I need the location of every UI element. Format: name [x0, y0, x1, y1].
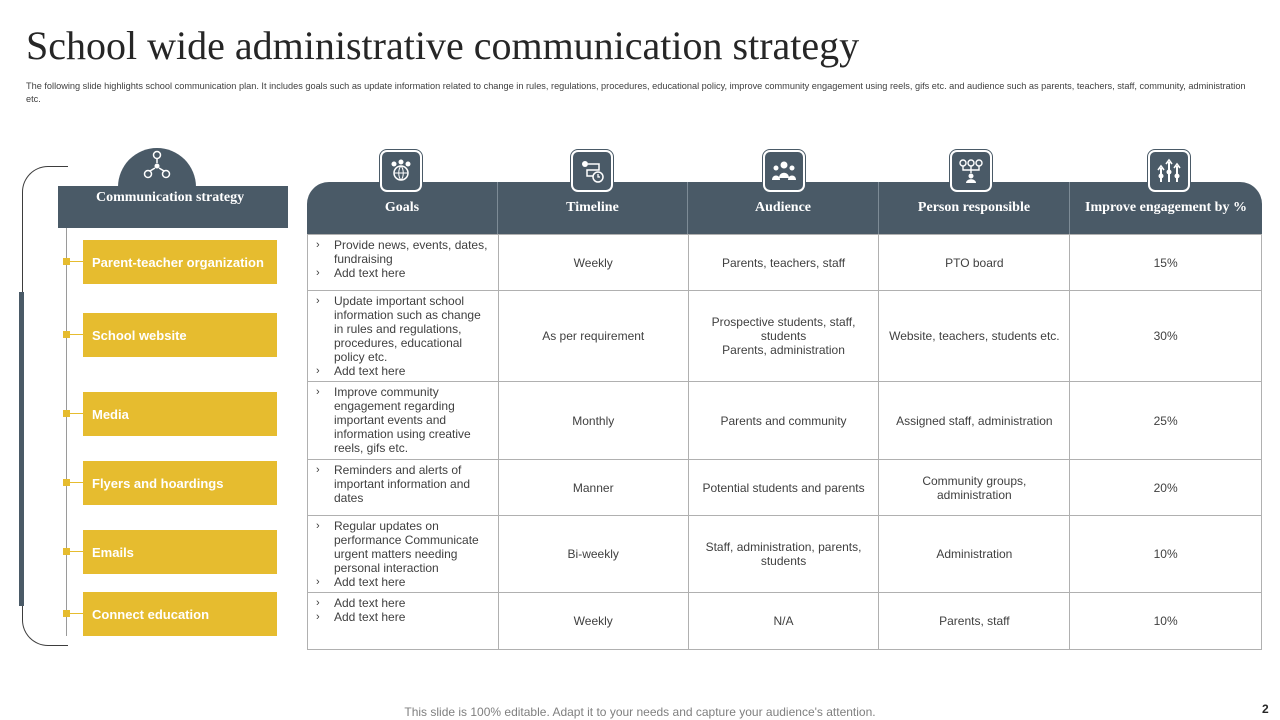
- audience-group-icon: [771, 158, 797, 184]
- chevron-right-icon: ›: [316, 365, 320, 377]
- goals-cell: [308, 235, 499, 291]
- channel-bullet-dot: [63, 331, 70, 338]
- channel-box: Connect education: [83, 592, 277, 636]
- goal-bullet: [314, 266, 492, 280]
- goals-cell: [308, 460, 499, 516]
- goal-text: Provide news, events, dates, fundraising: [334, 238, 488, 266]
- goal-text: Add text here: [334, 596, 406, 610]
- audience-cell: N/A: [688, 593, 879, 650]
- table-row: [308, 291, 1262, 382]
- goal-bullet: [314, 519, 492, 575]
- goal-text: Add text here: [334, 575, 406, 589]
- chevron-right-icon: ›: [316, 597, 320, 609]
- timeline-cell: Weekly: [498, 235, 688, 291]
- goal-text: Reminders and alerts of important information and dates: [334, 463, 471, 505]
- person-responsible-icon-box: [950, 150, 992, 192]
- engagement-cell: 30%: [1070, 291, 1262, 382]
- audience-cell: Prospective students, staff, students Parents, administration: [688, 291, 879, 382]
- person-responsible-cell: Website, teachers, students etc.: [879, 291, 1070, 382]
- chevron-right-icon: ›: [316, 267, 320, 279]
- person-responsible-cell: Administration: [879, 516, 1070, 593]
- audience-cell: Parents and community: [688, 382, 879, 460]
- person-responsible-cell: Parents, staff: [879, 593, 1070, 650]
- channel-bullet-dot: [63, 479, 70, 486]
- chevron-right-icon: ›: [316, 611, 320, 623]
- chevron-right-icon: ›: [316, 386, 320, 398]
- growth-arrows-icon: [1156, 158, 1182, 184]
- engagement-cell: 25%: [1070, 382, 1262, 460]
- person-responsible-cell: Assigned staff, administration: [879, 382, 1070, 460]
- goal-text: Regular updates on performance Communicate urgent matters needing personal interaction: [334, 519, 479, 575]
- chevron-right-icon: ›: [316, 464, 320, 476]
- goal-bullet: [314, 364, 492, 378]
- channel-bullet-dot: [63, 410, 70, 417]
- channel-bullet-line: [70, 413, 83, 414]
- goal-bullet: [314, 463, 492, 505]
- channel-box: School website: [83, 313, 277, 357]
- chevron-right-icon: ›: [316, 576, 320, 588]
- timeline-cell: Manner: [498, 460, 688, 516]
- channel-bullet-dot: [63, 548, 70, 555]
- engagement-cell: 10%: [1070, 593, 1262, 650]
- engagement-cell: 15%: [1070, 235, 1262, 291]
- goal-bullet: [314, 575, 492, 589]
- goal-text: Update important school information such as change in rules and regulations, procedures, educational policy etc.: [334, 294, 481, 364]
- goal-bullet: [314, 385, 492, 455]
- channel-bullet-line: [70, 613, 83, 614]
- goals-cell: [308, 382, 499, 460]
- timeline-icon-box: [571, 150, 613, 192]
- table-row: [308, 460, 1262, 516]
- goal-bullet: [314, 596, 492, 610]
- column-header-audience: Audience: [688, 182, 879, 234]
- table-row: [308, 593, 1262, 650]
- goal-text: Add text here: [334, 610, 406, 624]
- goal-text: Add text here: [334, 266, 406, 280]
- slide-subtitle: The following slide highlights school communication plan. It includes goals such as update information related to change in rules, regulations, procedures, educational policy, improve community engagement using reels, gifs etc. and audience such as parents, teachers, staff, community, administration etc.: [26, 81, 1246, 104]
- goal-bullet: [314, 238, 492, 266]
- column-header-timeline: Timeline: [498, 182, 688, 234]
- slide-title: School wide administrative communication strategy: [26, 23, 860, 68]
- channel-bullet-line: [70, 482, 83, 483]
- strategy-network-icon: [142, 150, 172, 180]
- channel-box: Parent-teacher organization: [83, 240, 277, 284]
- chevron-right-icon: ›: [316, 295, 320, 307]
- channel-connector-line: [66, 228, 67, 636]
- audience-icon-box: [763, 150, 805, 192]
- channel-box: Media: [83, 392, 277, 436]
- person-responsible-cell: Community groups, administration: [879, 460, 1070, 516]
- people-globe-icon: [388, 158, 414, 184]
- audience-cell: Staff, administration, parents, students: [688, 516, 879, 593]
- timeline-cell: Bi-weekly: [498, 516, 688, 593]
- person-responsible-cell: PTO board: [879, 235, 1070, 291]
- engagement-icon-box: [1148, 150, 1190, 192]
- goal-bullet: [314, 294, 492, 364]
- timeline-clock-icon: [579, 158, 605, 184]
- hierarchy-person-icon: [958, 158, 984, 184]
- goals-cell: [308, 291, 499, 382]
- goal-text: Improve community engagement regarding important events and information using creative reels, gifs etc.: [334, 385, 471, 455]
- table-row: [308, 516, 1262, 593]
- channel-box: Emails: [83, 530, 277, 574]
- channel-bullet-dot: [63, 258, 70, 265]
- page-number: 2: [1262, 702, 1269, 716]
- goals-cell: [308, 516, 499, 593]
- column-header-person-responsible: Person responsible: [879, 182, 1070, 234]
- chevron-right-icon: ›: [316, 520, 320, 532]
- goals-cell: [308, 593, 499, 650]
- timeline-cell: Weekly: [498, 593, 688, 650]
- engagement-cell: 10%: [1070, 516, 1262, 593]
- communication-strategy-header: Communication strategy: [58, 186, 288, 228]
- channel-bullet-line: [70, 261, 83, 262]
- strategy-table: [307, 234, 1262, 650]
- column-header-engagement: Improve engagement by %: [1085, 200, 1247, 215]
- audience-cell: Parents, teachers, staff: [688, 235, 879, 291]
- timeline-cell: Monthly: [498, 382, 688, 460]
- engagement-cell: 20%: [1070, 460, 1262, 516]
- chevron-right-icon: ›: [316, 239, 320, 251]
- left-accent-bar: [19, 292, 24, 606]
- channel-bullet-line: [70, 551, 83, 552]
- table-row: [308, 235, 1262, 291]
- left-bracket: [22, 166, 68, 646]
- table-row: [308, 382, 1262, 460]
- channel-box: Flyers and hoardings: [83, 461, 277, 505]
- goals-icon-box: [380, 150, 422, 192]
- audience-cell: Potential students and parents: [688, 460, 879, 516]
- timeline-cell: As per requirement: [498, 291, 688, 382]
- goal-bullet: [314, 610, 492, 624]
- footer-note: This slide is 100% editable. Adapt it to your needs and capture your audience's attention.: [404, 705, 876, 719]
- goal-text: Add text here: [334, 364, 406, 378]
- column-header-goals: Goals: [307, 182, 498, 234]
- channel-bullet-line: [70, 334, 83, 335]
- channel-bullet-dot: [63, 610, 70, 617]
